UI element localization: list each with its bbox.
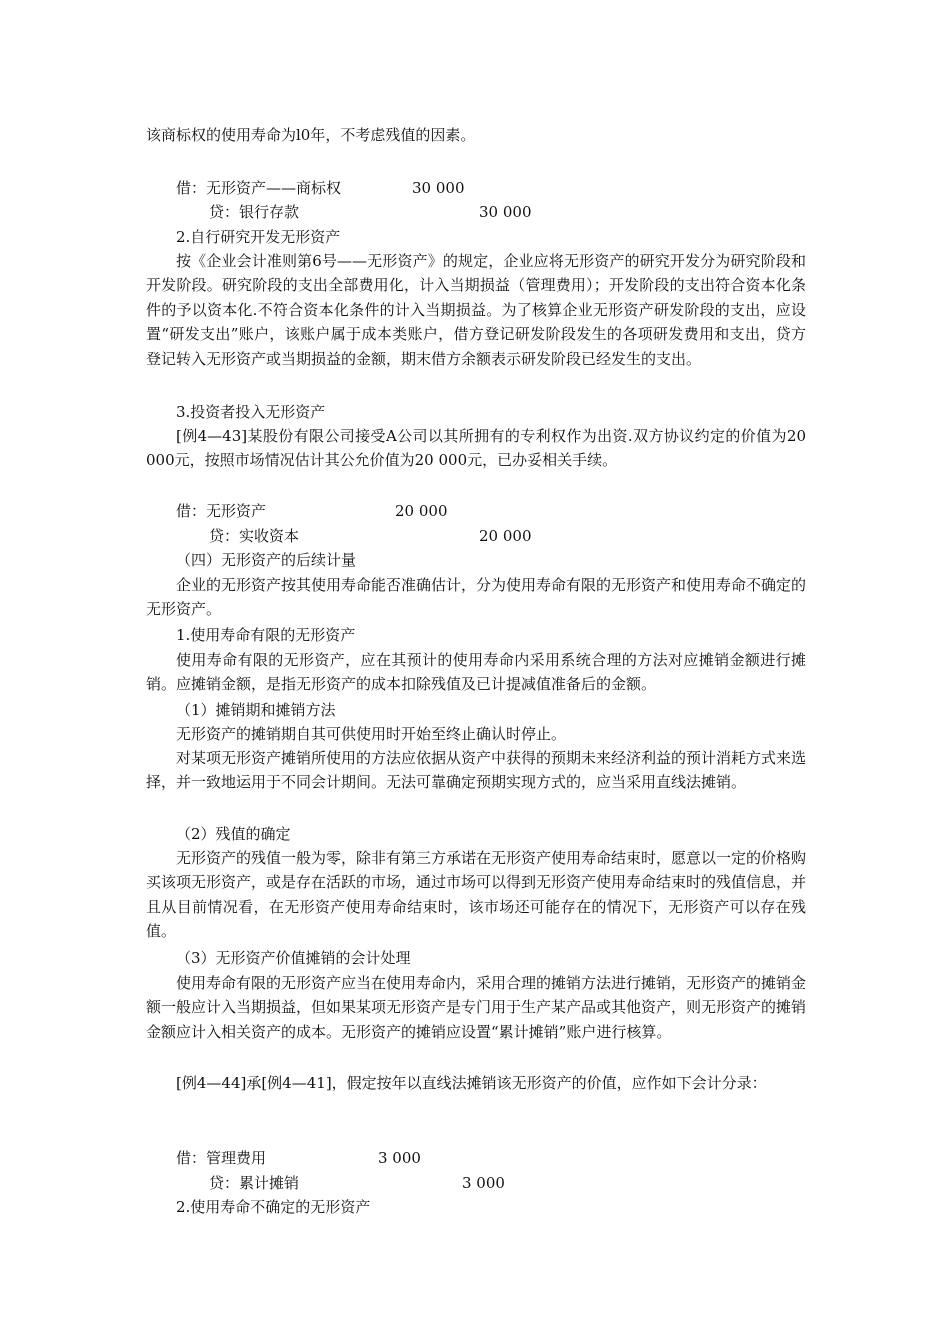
entry1-debit-label: 借：无形资产——商标权 <box>176 179 342 197</box>
heading-subsequent-measurement: （四）无形资产的后续计量 <box>176 551 357 569</box>
entry1-debit-amount: 30 000 <box>412 179 465 197</box>
heading-amortization-period: （1）摊销期和摊销方法 <box>176 701 336 719</box>
entry2-debit-label: 借：无形资产 <box>176 502 267 520</box>
heading-finite-life: 1.使用寿命有限的无形资产 <box>176 626 356 644</box>
heading-investor-contribution: 3.投资者投入无形资产 <box>176 403 326 421</box>
heading-residual-value: （2）残值的确定 <box>176 825 291 843</box>
entry2-debit-amount: 20 000 <box>395 502 448 520</box>
entry3-debit-amount: 3 000 <box>378 1149 421 1167</box>
intro-paragraph: 该商标权的使用寿命为l0年，不考虑残值的因素。 <box>146 126 476 144</box>
paragraph-example-43: [例4—43]某股份有限公司接受A公司以其所拥有的专利权作为出资.双方协议约定的价值为20 000元，按照市场情况估计其公允价值为20 000元，已办妥相关手续。 <box>146 427 806 470</box>
paragraph-amortization-method: 对某项无形资产摊销所使用的方法应依据从资产中获得的预期未来经济利益的预计消耗方式来选择，并一致地运用于不同会计期间。无法可靠确定预期实现方式的，应当采用直线法摊销。 <box>146 749 807 792</box>
paragraph-finite-life: 使用寿命有限的无形资产，应在其预计的使用寿命内采用系统合理的方法对应摊销金额进行摊销。应摊销金额，是指无形资产的成本扣除残值及已计提减值准备后的金额。 <box>146 651 806 694</box>
heading-self-development: 2.自行研究开发无形资产 <box>176 228 341 246</box>
heading-amortization-accounting: （3）无形资产价值摊销的会计处理 <box>176 949 411 967</box>
entry3-credit-label: 贷：累计摊销 <box>209 1174 300 1192</box>
entry3-debit-label: 借：管理费用 <box>176 1149 267 1167</box>
entry3-credit-amount: 3 000 <box>462 1174 505 1192</box>
paragraph-example-44: [例4—44]承[例4—41]，假定按年以直线法摊销该无形资产的价值，应作如下会计分录： <box>176 1074 767 1092</box>
entry2-credit-amount: 20 000 <box>479 527 532 545</box>
entry1-credit-label: 贷：银行存款 <box>209 203 300 221</box>
paragraph-subsequent-measurement: 企业的无形资产按其使用寿命能否准确估计，分为使用寿命有限的无形资产和使用寿命不确定的无形资产。 <box>146 576 807 619</box>
paragraph-residual-value: 无形资产的残值一般为零，除非有第三方承诺在无形资产使用寿命结束时，愿意以一定的价格购买该项无形资产，或是存在活跃的市场，通过市场可以得到无形资产使用寿命结束时的残值信息，并且从目前情况看，在无形资产使用寿命结束时，该市场还可能存在的情况下，无形资产可以存在残值。 <box>146 849 807 941</box>
entry1-credit-amount: 30 000 <box>479 203 532 221</box>
paragraph-amortization-period: 无形资产的摊销期自其可供使用时开始至终止确认时停止。 <box>176 725 567 743</box>
paragraph-amortization-accounting: 使用寿命有限的无形资产应当在使用寿命内，采用合理的摊销方法进行摊销，无形资产的摊销金额一般应计入当期损益，但如果某项无形资产是专门用于生产某产品或其他资产，则无形资产的摊销金额应计入相关资产的成本。无形资产的摊销应设置“累计摊销”账户进行核算。 <box>146 974 807 1041</box>
paragraph-self-development: 按《企业会计准则第6号——无形资产》的规定，企业应将无形资产的研究开发分为研究阶段和开发阶段。研究阶段的支出全部费用化，计入当期损益（管理费用）；开发阶段的支出符合资本化条件的予以资本化.不符合资本化条件的计入当期损益。为了核算企业无形资产研发阶段的支出，应设置“研发支出”账户，该账户属于成本类账户，借方登记研发阶段发生的各项研发费用和支出，贷方登记转入无形资产或当期损益的金额，期末借方余额表示研发阶段已经发生的支出。 <box>146 252 806 368</box>
heading-indefinite-life: 2.使用寿命不确定的无形资产 <box>176 1198 371 1216</box>
entry2-credit-label: 贷：实收资本 <box>209 527 300 545</box>
